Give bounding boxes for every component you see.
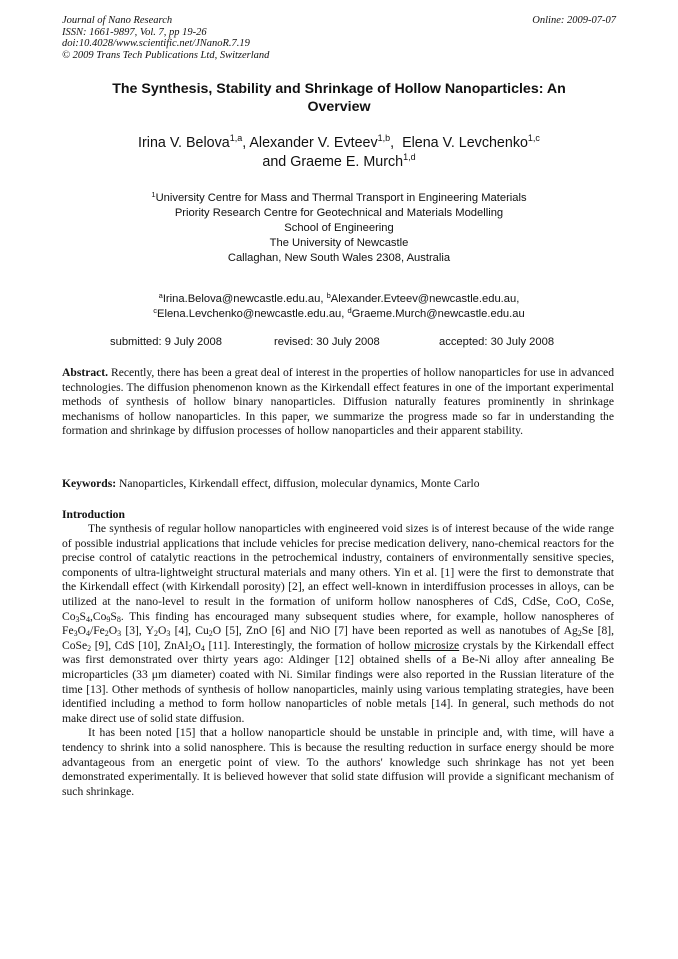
- section-heading-introduction: Introduction: [62, 508, 125, 521]
- journal-copyright: © 2009 Trans Tech Publications Ltd, Switzerland: [62, 49, 270, 61]
- author-name: Alexander V. Evteev: [249, 135, 378, 151]
- author-affiliation-marker: 1,c: [527, 133, 540, 143]
- author-list: [62, 134, 616, 171]
- affiliation-line: The University of Newcastle: [269, 237, 409, 249]
- paragraph: It has been noted [15] that a hollow nanoparticle should be unstable in principle and, with time, will have a tendency to shrink into a solid nanosphere. This is because the resulting reduction in surface energy should be more advantageous from an energetic point of view. To the authors' knowledge such shrinkage has not yet been demonstrated experimentally. It is believed however that solid state diffusion will provide a significant mechanism of such shrinkage.: [62, 726, 614, 798]
- author-name: and Graeme E. Murch: [262, 153, 404, 170]
- email-link[interactable]: Alexander.Evteev@newcastle.edu.au,: [330, 293, 520, 305]
- email-line: $^a$Irina.Belova@newcastle.edu.au, $^b$Alexander.Evteev@newcastle.edu.au,: [158, 291, 520, 305]
- paper-title: [62, 80, 616, 116]
- affiliation-line: $^1$University Centre for Mass and Thermal Transport in Engineering Materials: [151, 190, 527, 204]
- affiliation-line: School of Engineering: [284, 222, 394, 234]
- affiliation-block: [62, 191, 616, 266]
- email-block: [62, 292, 616, 322]
- author-name: Elena V. Levchenko: [402, 135, 528, 151]
- abstract: [62, 366, 614, 439]
- author-affiliation-marker: 1,b: [377, 133, 391, 143]
- affiliation-line: Priority Research Centre for Geotechnical and Materials Modelling: [174, 207, 504, 219]
- accepted-date: accepted: 30 July 2008: [439, 336, 555, 348]
- email-link[interactable]: Elena.Levchenko@newcastle.edu.au,: [157, 308, 345, 320]
- journal-doi: doi:10.4028/www.scientific.net/JNanoR.7.19: [62, 38, 250, 50]
- author-affiliation-marker: 1,a: [229, 133, 243, 143]
- email-line: $^c$Elena.Levchenko@newcastle.edu.au, $^d$Graeme.Murch@newcastle.edu.au: [153, 306, 525, 320]
- author-line-1: Irina V. Belova$^{1,a}$, Alexander V. Evteev$^{1,b}$, Elena V. Levchenko$^{1,c}$: [138, 133, 540, 151]
- email-link[interactable]: Irina.Belova@newcastle.edu.au,: [162, 293, 324, 305]
- email-link[interactable]: Graeme.Murch@newcastle.edu.au: [351, 308, 525, 320]
- journal-name: Journal of Nano Research: [62, 15, 173, 26]
- introduction-body: [62, 522, 614, 799]
- affiliation-line: Callaghan, New South Wales 2308, Australia: [227, 252, 451, 264]
- keywords-label: Keywords:: [62, 477, 117, 490]
- paper-title-line-2: Overview: [307, 99, 371, 115]
- author-line-2: [62, 153, 616, 172]
- author-affiliation-marker: 1,d: [403, 151, 416, 162]
- paper-title-line-1: The Synthesis, Stability and Shrinkage of Hollow Nanoparticles: An: [112, 81, 566, 97]
- author-name: Irina V. Belova: [138, 135, 230, 151]
- abstract-text: Recently, there has been a great deal of interest in the properties of hollow nanoparticles for use in advanced technologies. The diffusion phenomenon known as the Kirkendall effect features in one of the important experimental methods of synthesis of hollow binary nanoparticles. Diffusion naturally features prominently in shrinkage mechanisms of hollow nanoparticles. In this paper, we summarize the progress made so far in understanding the formation and shrinkage by diffusion processes of hollow nanoparticles and their apparent stability.: [62, 366, 614, 438]
- online-date: Online: 2009-07-07: [532, 15, 616, 26]
- revised-date: revised: 30 July 2008: [274, 336, 380, 348]
- paragraph: The synthesis of regular hollow nanoparticles with engineered void sizes is of interest because of the wide range of possible industrial applications that include vehicles for precise medication delivery, nano-chemical reactors for the precise control of catalytic reactions in the petrochemical industry, containers of environmentally sensitive species, components of ultra-lightweight structural materials and many others. Yin et al. [1] were the first to demonstrate that the Kirkendall effect (with Kirkendall porosity) [2], an effect well-known in interdiffusion processes in alloys, can be utilized at the nano-level to result in the formation of uniform hollow nanospheres of CdS, CdSe, CoO, CoSe, $Co_3S_4,Co_9S_8$. This finding has encouraged many subsequent studies where, for example, hollow nanospheres of $Fe_3O_4/Fe_2O_3$ [3], $Y_2O_3$ [4], $Cu_2O$ [5], ZnO [6] and NiO [7] have been reported as well as nanotubes of $Ag_2Se$ [8], CoSe$_2$ [9], CdS [10], $ZnAl_2O_4$ [11]. Interestingly, the formation of hollow microsize crystals by the Kirkendall effect was first demonstrated over thirty years ago: Aldinger [12] obtained shells of a Be-Ni alloy after annealing Be microparticles (33 μm diameter) coated with Ni. Similar findings were also reported in the Russian literature of the time [13]. Other methods of synthesis of hollow nanoparticles, mainly using various templating strategies, have been identified including a method to form hollow nanoparticles of noble metals [14]. In general, such methods do not make direct use of solid state diffusion.: [62, 522, 614, 725]
- underlined-word: microsize: [414, 638, 460, 652]
- journal-issn: ISSN: 1661-9897, Vol. 7, pp 19-26: [62, 26, 207, 38]
- submitted-date: submitted: 9 July 2008: [110, 336, 222, 348]
- abstract-label: Abstract.: [62, 366, 109, 379]
- journal-header: [62, 15, 616, 61]
- keywords: [62, 477, 614, 492]
- affiliation-marker: 1: [151, 190, 156, 199]
- keywords-text: Nanoparticles, Kirkendall effect, diffusion, molecular dynamics, Monte Carlo: [116, 477, 480, 490]
